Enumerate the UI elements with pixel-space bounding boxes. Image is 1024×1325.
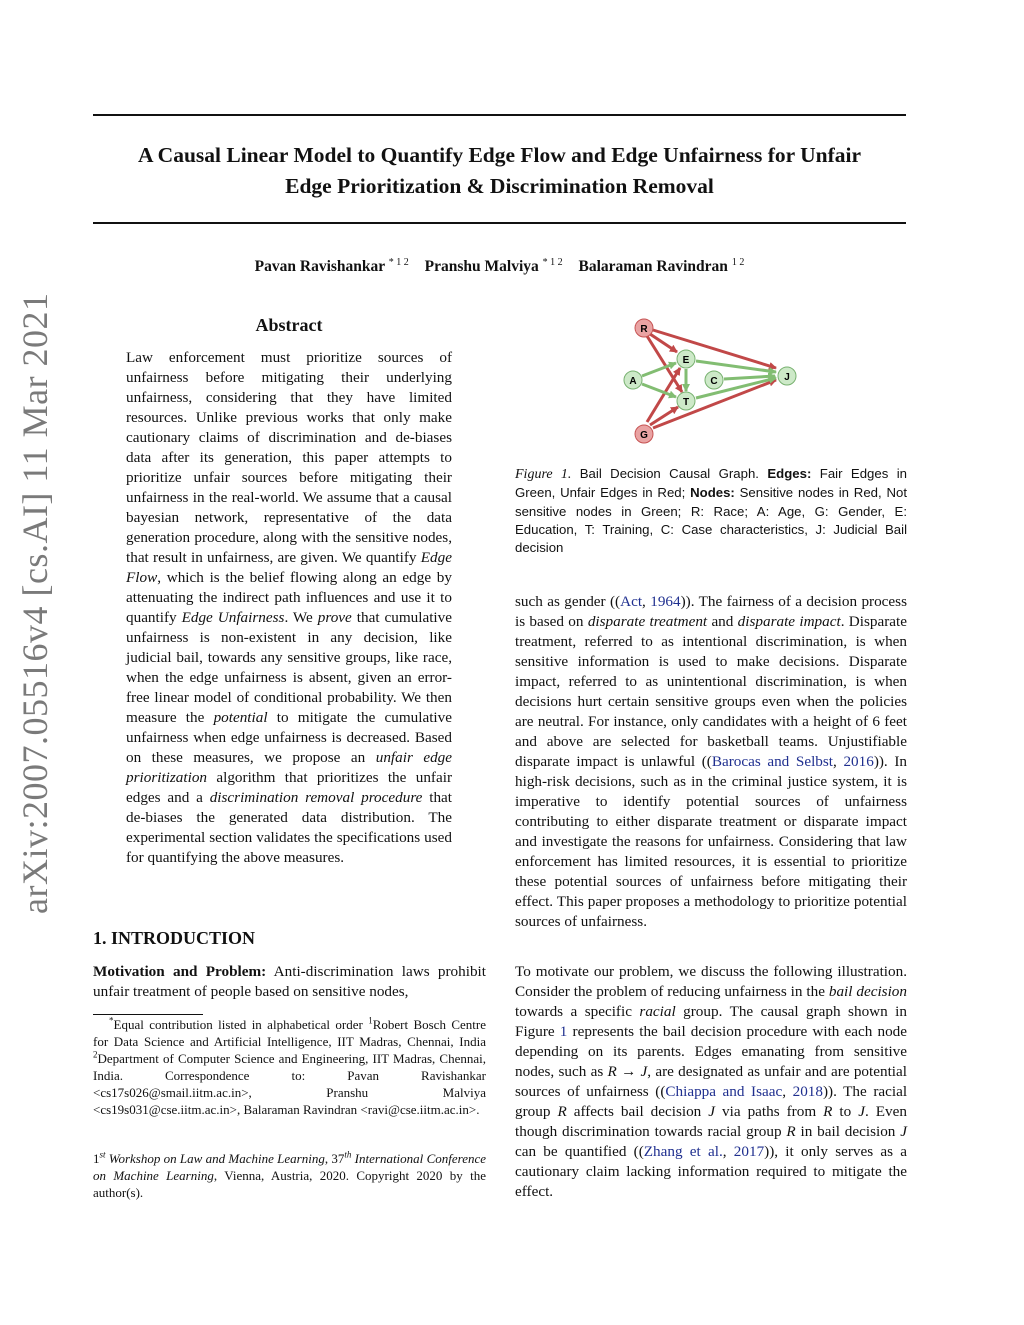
citation-link[interactable]: Barocas and Selbst xyxy=(711,753,834,770)
svg-text:J: J xyxy=(784,372,790,383)
node-a xyxy=(624,371,642,389)
svg-text:E: E xyxy=(682,355,690,366)
section-heading-introduction: 1. INTRODUCTION xyxy=(93,928,256,948)
citation-link[interactable]: Zhang et al. xyxy=(643,1143,723,1160)
title-line-2: Edge Prioritization & Discrimination Removal xyxy=(285,174,714,198)
edge-c-j xyxy=(724,376,775,379)
author-affiliation-marks: 1 2 xyxy=(731,256,745,268)
node-t xyxy=(677,392,695,410)
abstract-paragraph: Law enforcement must prioritize sources of unfairness before mitigating their underlying unfairness, considering that they have limited resources. Unlike previous works that only make cautionary claims of discrimination and de-biases data after its generation, this paper attempts to prioritize unfair sources before mitigating their unfairness in the real-world. We assume that a causal bayesian network, representative of the data generation procedure, along with the sensitive nodes, that result in unfairness, are given. We quantify Edge Flow, which is the belief flowing along an edge by attenuating the indirect path influences and use it to quantify Edge Unfairness. We prove that cumulative unfairness is non-existent in any decision, like judicial bail, towards any sensitive groups, like race, when the edge unfairness is absent, given an error-free linear model of conditional probability. We then measure the potential to mitigate the cumulative unfairness when edge unfairness is decreased. Based on these measures, we propose an unfair edge prioritization algorithm that prioritizes the unfair edges and a discrimination removal procedure that de-biases the generated data distribution. The experimental section validates the specifications used for quantifying the above measures. xyxy=(126,349,452,866)
right-paragraph-2: To motivate our problem, we discuss the following illustration. Consider the problem of reducing unfairness in the bail decision towards a specific racial group. The causal graph shown in Figure 1 represents the bail decision procedure with each node depending on its parents. Edges emanating from sensitive nodes, such as R → J, are designated as unfair and are potential sources of unfairness ((Chiappa and Isaac, 2018)). The racial group R affects bail decision J via paths from R to J. Even though discrimination towards racial group R in bail decision J can be quantified ((Zhang et al., 2017)), it only serves as a cautionary claim lacking information required to mitigate the effect. xyxy=(515,963,908,1200)
citation-link[interactable]: 2017 xyxy=(733,1143,765,1160)
author-list xyxy=(93,258,906,276)
author-3 xyxy=(579,258,745,275)
author-affiliation-marks: * 1 2 xyxy=(388,256,409,268)
causal-graph-figure xyxy=(600,308,820,458)
author-1 xyxy=(255,258,409,275)
svg-text:T: T xyxy=(682,397,690,408)
intro-paragraph: Motivation and Problem: Anti-discrimination laws prohibit unfair treatment of people based on sensitive nodes, xyxy=(93,963,486,1000)
edge-a-t xyxy=(642,384,676,397)
footnote-affiliations: *Equal contribution listed in alphabetical order $^1$Robert Bosch Centre for Data Science and Artificial Intelligence, IIT Madras, Chennai, India $^2$Department of Computer Science and Engineering, IIT Madras, Chennai, India. Correspondence to: Pavan Ravishankar <cs17s026@smail.iitm.ac.in>, Pranshu Malviya <cs19s031@cse.iitm.ac.in>, Balaraman Ravindran <ravi@cse.iitm.ac.in>. xyxy=(93,1015,486,1117)
title-line-1: A Causal Linear Model to Quantify Edge Flow and Edge Unfairness for Unfair xyxy=(137,143,862,167)
paper-title xyxy=(93,140,906,202)
svg-text:A: A xyxy=(629,376,637,387)
abstract-body xyxy=(126,348,452,868)
figure-ref-link[interactable]: 1 xyxy=(559,1023,568,1040)
right-paragraph-1: such as gender ((Act, 1964)). The fairness of a decision process is based on disparate treatment and disparate impact. Disparate treatment, referred to as intentional discrimination, is when sensitive information is used to make decisions. Disparate impact, referred to as unintentional discrimination, is when decisions hurt certain sensitive groups even when the policies are neutral. For instance, only candidates with a height of 6 feet and above are selected for basketball teams. Unjustifiable disparate impact is unlawful ((Barocas and Selbst, 2016)). In high-risk decisions, such as in the criminal justice system, it is imperative to identify potential sources of unfairness contributing to either disparate treatment or disparate impact and investigate the reasons for unfairness. Considering that law enforcement has limited resources, it is essential to prioritize these potential sources of unfairness before mitigating their effect. This paper proposes a methodology to prioritize potential sources of unfairness. xyxy=(515,593,907,930)
title-bottom-rule xyxy=(93,222,906,224)
node-c xyxy=(705,371,723,389)
figure-caption: Figure 1. Bail Decision Causal Graph. Edges: Fair Edges in Green, Unfair Edges in Red; Nodes: Sensitive nodes in Red, Not sensitive nodes in Green; R: Race; A: Age, G: Gender, E: Education, T: Training, C: Case characteristics, J: Judicial Bail decision xyxy=(515,466,907,556)
citation-link[interactable]: Act xyxy=(620,593,643,610)
edge-e-j xyxy=(696,361,776,372)
node-r xyxy=(635,319,653,337)
intro-lead: Motivation and Problem: xyxy=(93,963,267,980)
svg-text:R: R xyxy=(640,324,648,335)
abstract-heading: Abstract xyxy=(255,315,323,335)
author-name: Pranshu Malviya xyxy=(424,258,539,275)
svg-text:C: C xyxy=(710,376,718,387)
node-g xyxy=(635,425,653,443)
arxiv-stamp: arXiv:2007.05516v4 [cs.AI] 11 Mar 2021 xyxy=(15,292,55,914)
citation-link[interactable]: 2016 xyxy=(843,753,874,770)
footnote-venue: 1st Workshop on Law and Machine Learning, 37th International Conference on Machine Learning, Vienna, Austria, 2020. Copyright 2020 by the author(s). xyxy=(93,1149,487,1200)
author-name: Balaraman Ravindran xyxy=(578,258,728,275)
title-top-rule xyxy=(93,114,906,116)
citation-link[interactable]: 1964 xyxy=(650,593,681,610)
citation-link[interactable]: 2018 xyxy=(792,1083,823,1100)
author-name: Pavan Ravishankar xyxy=(254,258,385,275)
author-2 xyxy=(425,258,563,275)
node-j xyxy=(778,367,796,385)
author-affiliation-marks: * 1 2 xyxy=(542,256,563,268)
citation-link[interactable]: Chiappa and Isaac xyxy=(665,1083,783,1100)
edge-g-e xyxy=(647,368,680,422)
node-e xyxy=(677,350,695,368)
svg-text:G: G xyxy=(640,430,648,441)
